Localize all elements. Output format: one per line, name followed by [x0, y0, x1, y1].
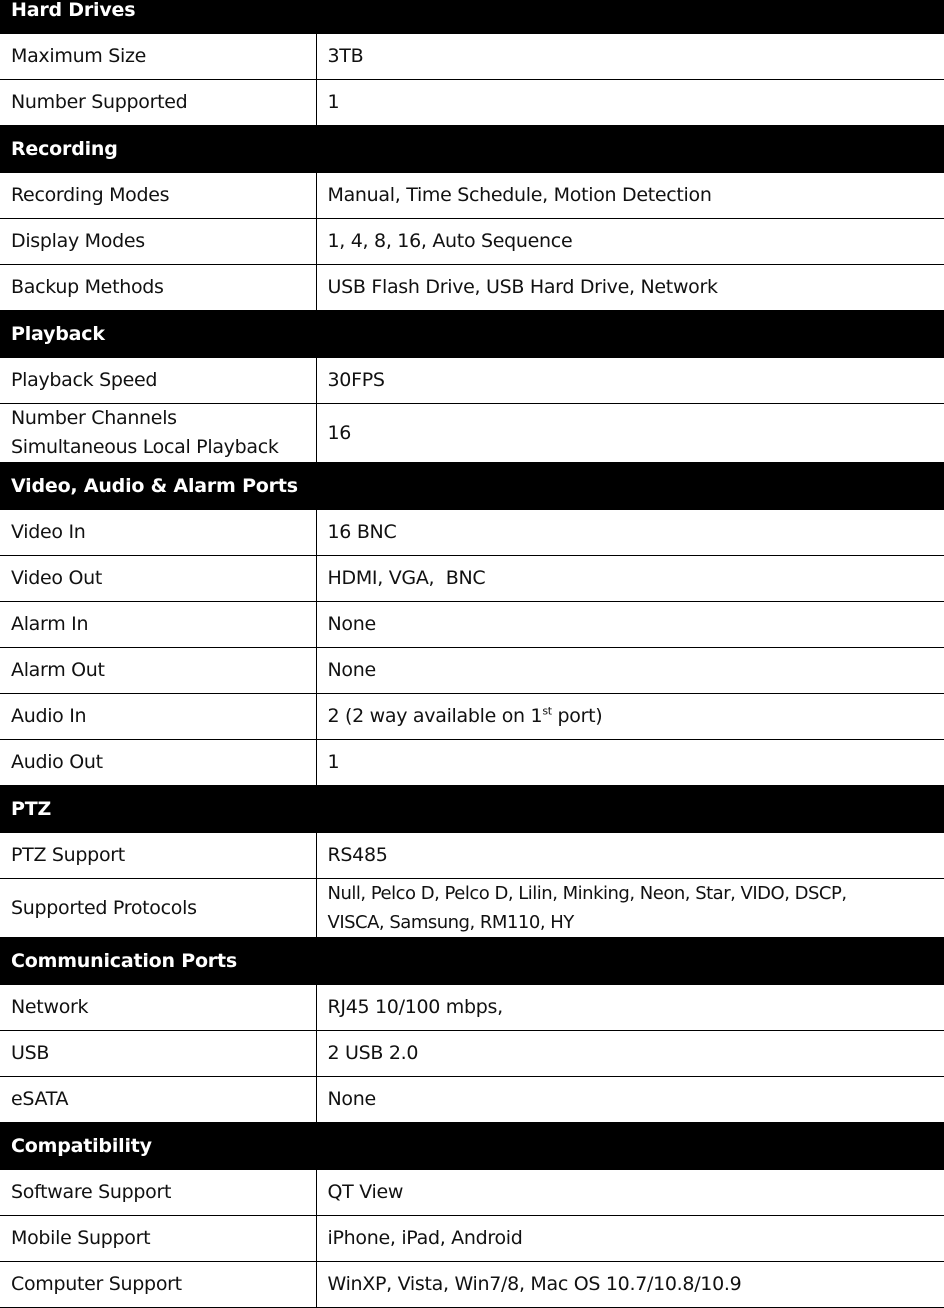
spec-value: RS485	[316, 833, 944, 879]
spec-value: 3TB	[316, 34, 944, 80]
table-row	[0, 879, 944, 938]
section-title: Hard Drives	[0, 0, 944, 34]
spec-value: HDMI, VGA, BNC	[316, 556, 944, 602]
spec-label: Software Support	[0, 1170, 316, 1216]
table-row	[0, 1031, 944, 1077]
spec-label: Maximum Size	[0, 34, 316, 80]
spec-value: None	[316, 648, 944, 694]
table-row	[0, 34, 944, 80]
section-title: PTZ	[0, 786, 944, 833]
table-row	[0, 1170, 944, 1216]
ordinal-suffix: st	[542, 704, 552, 718]
table-row	[0, 219, 944, 265]
section-header-hard-drives	[0, 0, 944, 34]
spec-value: USB Flash Drive, USB Hard Drive, Network	[316, 265, 944, 311]
table-row	[0, 833, 944, 879]
table-row	[0, 556, 944, 602]
section-header-video-audio-alarm-ports	[0, 463, 944, 510]
spec-label-line: Simultaneous Local Playback	[11, 436, 279, 458]
spec-value-line: Null, Pelco D, Pelco D, Lilin, Minking, Neon, Star, VIDO, DSCP,	[327, 883, 847, 904]
table-row	[0, 510, 944, 556]
spec-label: USB	[0, 1031, 316, 1077]
section-header-ptz	[0, 786, 944, 833]
table-row	[0, 740, 944, 786]
spec-label: Video In	[0, 510, 316, 556]
spec-label: Alarm In	[0, 602, 316, 648]
section-title: Playback	[0, 311, 944, 358]
spec-value: iPhone, iPad, Android	[316, 1216, 944, 1262]
section-title: Communication Ports	[0, 938, 944, 985]
table-row	[0, 358, 944, 404]
spec-value: 30FPS	[316, 358, 944, 404]
spec-value: None	[316, 602, 944, 648]
spec-value: 2 USB 2.0	[316, 1031, 944, 1077]
spec-value: RJ45 10/100 mbps,	[316, 985, 944, 1031]
section-title: Video, Audio & Alarm Ports	[0, 463, 944, 510]
section-title: Compatibility	[0, 1123, 944, 1170]
spec-label: eSATA	[0, 1077, 316, 1123]
spec-label: Recording Modes	[0, 173, 316, 219]
spec-value: None	[316, 1077, 944, 1123]
spec-label: Audio In	[0, 694, 316, 740]
spec-label: Display Modes	[0, 219, 316, 265]
spec-value: 1, 4, 8, 16, Auto Sequence	[316, 219, 944, 265]
spec-value-line: VISCA, Samsung, RM110, HY	[327, 912, 574, 933]
table-row	[0, 985, 944, 1031]
spec-value: WinXP, Vista, Win7/8, Mac OS 10.7/10.8/10.9	[316, 1262, 944, 1308]
section-header-communication-ports	[0, 938, 944, 985]
spec-label: Mobile Support	[0, 1216, 316, 1262]
spec-label-line: Number Channels	[11, 407, 177, 429]
spec-label: Alarm Out	[0, 648, 316, 694]
spec-value: 1	[316, 740, 944, 786]
table-row	[0, 648, 944, 694]
table-row	[0, 602, 944, 648]
table-row	[0, 404, 944, 463]
spec-label: Audio Out	[0, 740, 316, 786]
table-row	[0, 1216, 944, 1262]
section-header-recording	[0, 126, 944, 173]
spec-label: Supported Protocols	[0, 879, 316, 938]
table-row	[0, 80, 944, 126]
section-title: Recording	[0, 126, 944, 173]
spec-value: 1	[316, 80, 944, 126]
spec-label: Playback Speed	[0, 358, 316, 404]
section-header-compatibility	[0, 1123, 944, 1170]
table-row	[0, 694, 944, 740]
spec-label	[0, 404, 316, 463]
spec-value	[316, 694, 944, 740]
spec-value	[316, 879, 944, 938]
spec-label: Number Supported	[0, 80, 316, 126]
section-header-playback	[0, 311, 944, 358]
spec-value: 16 BNC	[316, 510, 944, 556]
table-row	[0, 1077, 944, 1123]
spec-label: Computer Support	[0, 1262, 316, 1308]
spec-label: Network	[0, 985, 316, 1031]
spec-value: Manual, Time Schedule, Motion Detection	[316, 173, 944, 219]
spec-value: 16	[316, 404, 944, 463]
spec-value: QT View	[316, 1170, 944, 1216]
table-row	[0, 173, 944, 219]
table-row	[0, 265, 944, 311]
spec-label: Backup Methods	[0, 265, 316, 311]
spec-label: PTZ Support	[0, 833, 316, 879]
spec-value-text: 2 (2 way available on 1	[327, 705, 543, 727]
spec-label: Video Out	[0, 556, 316, 602]
spec-value-text: port)	[551, 705, 603, 727]
